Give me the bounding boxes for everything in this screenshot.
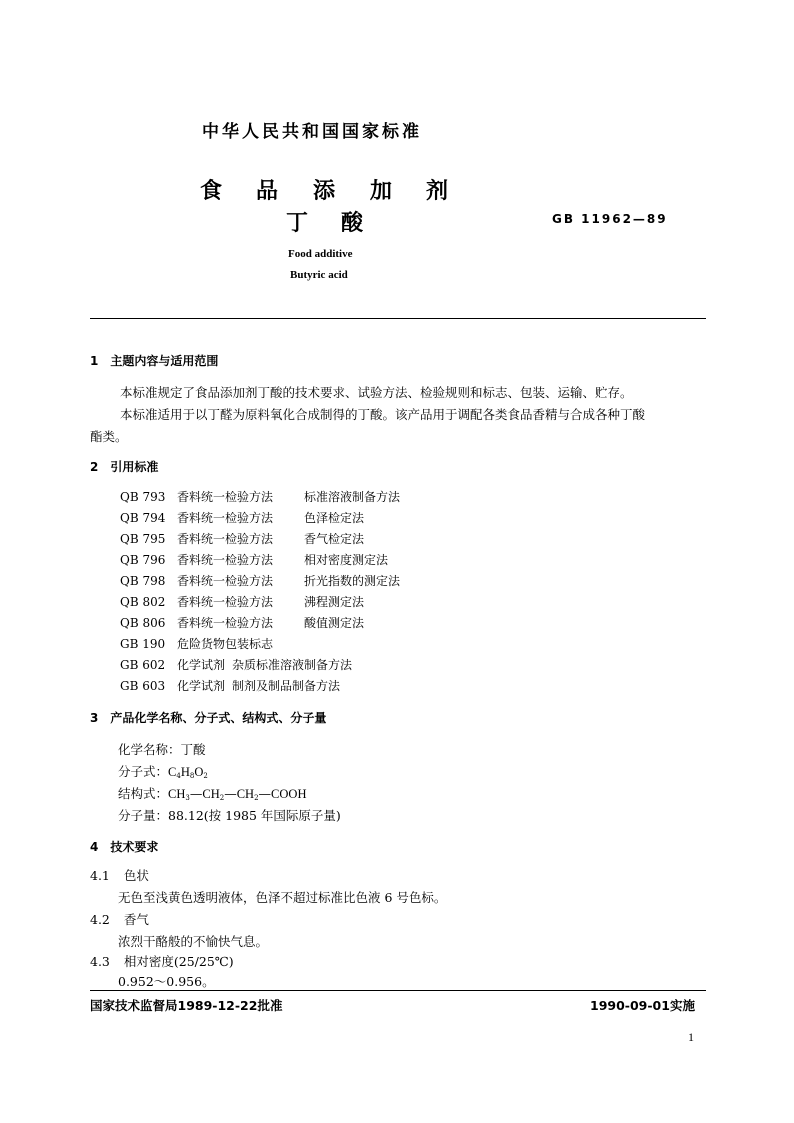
- section-number: 4: [90, 840, 99, 854]
- title-char: 品: [256, 179, 279, 204]
- formula-subscript: 4: [176, 772, 181, 780]
- formula-element: H: [180, 765, 190, 779]
- formula-subscript: 8: [189, 772, 195, 780]
- reference-row: [120, 530, 364, 547]
- reference-code: QB 802: [120, 595, 166, 609]
- subsection-title: 相对密度(25/25℃): [123, 954, 234, 969]
- subsection-4-3-heading: [90, 952, 234, 970]
- english-title-2: Butyric acid: [290, 269, 348, 281]
- reference-code: GB 190: [120, 637, 166, 651]
- formula-subscript: 2: [203, 772, 208, 780]
- reference-code: QB 806: [120, 616, 166, 630]
- header-rule: [90, 318, 706, 319]
- reference-code: QB 795: [120, 532, 166, 546]
- struct-subscript: 2: [254, 794, 259, 802]
- approval-line: 国家技术监督局1989-12-22批准: [90, 998, 283, 1013]
- section-3-heading: [90, 709, 326, 726]
- subsection-4-2-text: 浓烈干酪般的不愉快气息。: [118, 934, 269, 949]
- struct-bond: —: [189, 786, 203, 801]
- formula-element: O: [194, 765, 204, 779]
- subsection-number: 4.3: [90, 954, 110, 969]
- page-number: 1: [688, 1030, 694, 1044]
- chemical-name: 化学名称：丁酸: [118, 742, 206, 757]
- title-char: 加: [370, 179, 393, 204]
- subsection-4-1-heading: [90, 866, 149, 884]
- section-title: 主题内容与适用范围: [110, 354, 219, 368]
- reference-title: 酸值测定法: [304, 616, 365, 630]
- country-standard-title: 中华人民共和国国家标准: [202, 122, 422, 142]
- struct-bond: —: [224, 786, 237, 801]
- struct-group: COOH: [271, 787, 307, 801]
- section-number: 2: [90, 460, 99, 474]
- reference-code: QB 794: [120, 511, 166, 525]
- reference-title: 制剂及制品制备方法: [232, 679, 341, 693]
- reference-category: 化学试剂: [177, 679, 226, 693]
- struct-group: CH: [236, 787, 255, 801]
- reference-category: 香料统一检验方法: [177, 595, 274, 609]
- title-char: 酸: [341, 211, 364, 236]
- subsection-number: 4.2: [90, 912, 110, 927]
- reference-category: 香料统一检验方法: [177, 490, 274, 504]
- section-title: 引用标准: [110, 460, 159, 474]
- struct-label: 结构式：: [118, 786, 169, 801]
- reference-title: 杂质标准溶液制备方法: [232, 658, 353, 672]
- section-title: 技术要求: [110, 840, 159, 854]
- section-number: 1: [90, 354, 99, 368]
- struct-bond: —: [258, 786, 272, 801]
- implementation-line: 1990-09-01实施: [590, 998, 695, 1013]
- formula-element: C: [168, 765, 177, 779]
- section-1-paragraph-2: 本标准适用于以丁醛为原料氧化合成制得的丁酸。该产品用于调配各类食品香精与合成各种丁酸: [120, 407, 646, 422]
- section-1-paragraph-2-cont: 酯类。: [90, 429, 128, 444]
- subsection-title: 色状: [123, 868, 149, 883]
- reference-code: QB 793: [120, 490, 166, 504]
- reference-category: 香料统一检验方法: [177, 511, 274, 525]
- formula-label: 分子式：: [118, 764, 169, 779]
- section-1-paragraph-1: 本标准规定了食品添加剂丁酸的技术要求、试验方法、检验规则和标志、包装、运输、贮存。: [120, 385, 633, 400]
- reference-row: [120, 635, 273, 652]
- reference-category: 香料统一检验方法: [177, 553, 274, 567]
- reference-row: [120, 509, 364, 526]
- reference-title: 色泽检定法: [304, 511, 365, 525]
- standard-number: GB 11962—89: [552, 212, 668, 226]
- reference-code: QB 798: [120, 574, 166, 588]
- subsection-4-2-heading: [90, 910, 149, 928]
- structural-formula: [118, 784, 306, 802]
- reference-category: 香料统一检验方法: [177, 532, 274, 546]
- footer-rule: [90, 990, 706, 991]
- reference-category: 香料统一检验方法: [177, 616, 274, 630]
- struct-subscript: 3: [185, 794, 190, 802]
- section-number: 3: [90, 711, 99, 725]
- reference-row: [120, 572, 400, 589]
- section-title: 产品化学名称、分子式、结构式、分子量: [110, 711, 327, 725]
- reference-category: 危险货物包装标志: [177, 637, 274, 651]
- molecular-formula: [118, 762, 208, 780]
- english-title-1: Food additive: [288, 248, 353, 260]
- title-char: 食: [200, 179, 223, 204]
- reference-title: 相对密度测定法: [304, 553, 389, 567]
- section-2-heading: [90, 458, 158, 475]
- reference-title: 沸程测定法: [304, 595, 365, 609]
- reference-row: [120, 656, 352, 673]
- struct-subscript: 2: [219, 794, 225, 802]
- reference-row: [120, 488, 400, 505]
- section-4-heading: [90, 838, 158, 855]
- subsection-4-3-text: 0.952～0.956。: [118, 974, 215, 989]
- reference-category: 香料统一检验方法: [177, 574, 274, 588]
- subsection-title: 香气: [123, 912, 149, 927]
- reference-row: [120, 593, 364, 610]
- subsection-number: 4.1: [90, 868, 110, 883]
- subsection-4-1-text: 无色至浅黄色透明液体，色泽不超过标准比色液 6 号色标。: [118, 890, 447, 905]
- reference-code: GB 603: [120, 679, 166, 693]
- title-char: 剂: [426, 179, 449, 204]
- title-char: 丁: [286, 211, 309, 236]
- reference-row: [120, 614, 364, 631]
- reference-row: [120, 551, 388, 568]
- reference-title: 标准溶液制备方法: [304, 490, 401, 504]
- reference-category: 化学试剂: [177, 658, 226, 672]
- reference-code: GB 602: [120, 658, 166, 672]
- title-char: 添: [313, 179, 336, 204]
- reference-title: 香气检定法: [304, 532, 365, 546]
- reference-title: 折光指数的测定法: [304, 574, 401, 588]
- reference-row: [120, 677, 340, 694]
- molecular-weight: 分子量：88.12(按 1985 年国际原子量): [118, 808, 341, 823]
- struct-group: CH: [168, 787, 186, 801]
- reference-code: QB 796: [120, 553, 166, 567]
- section-1-heading: [90, 352, 218, 369]
- struct-group: CH: [202, 787, 220, 801]
